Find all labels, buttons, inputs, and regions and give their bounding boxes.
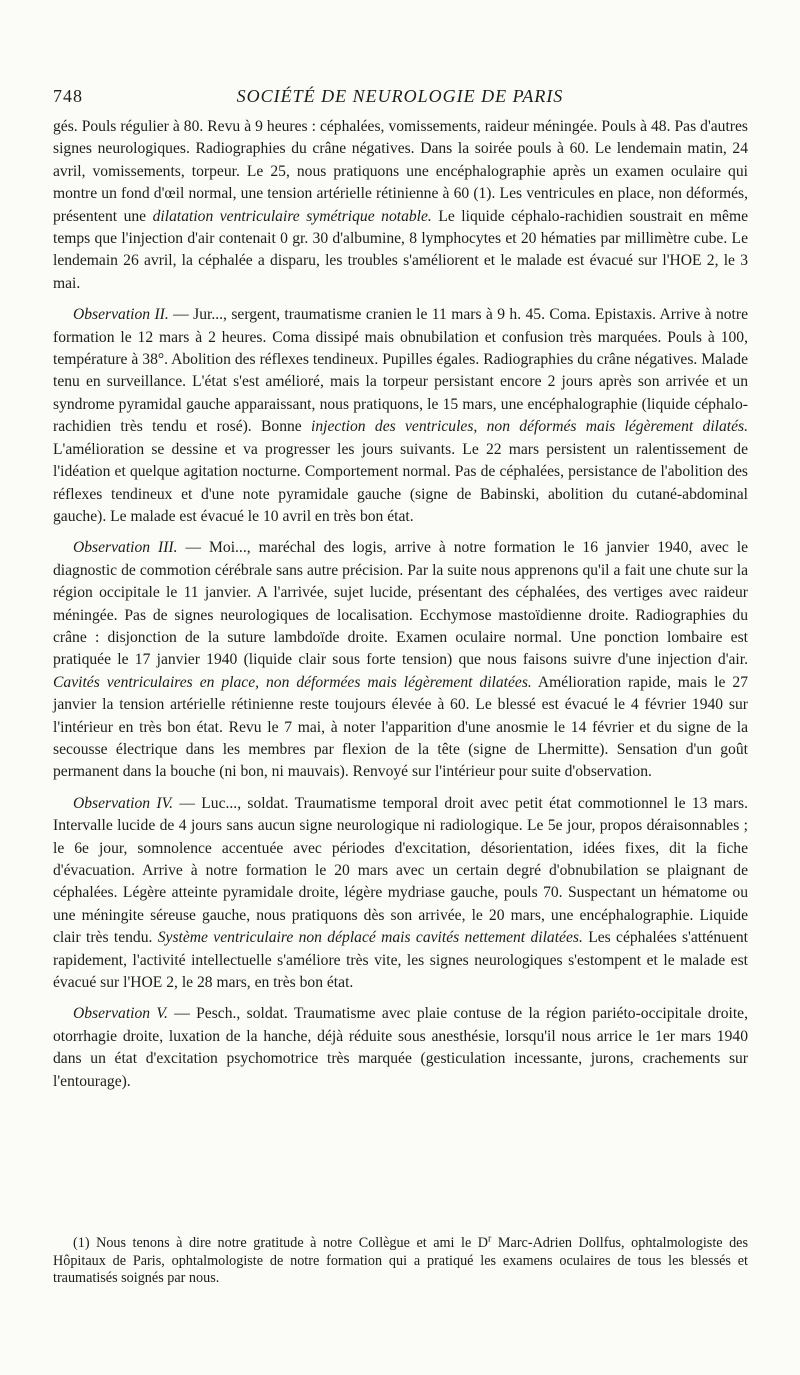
paragraph-tail: Les céphalées s'atténuent rapidement, l'activité intellectuelle s'améliore très vite, les signes neurologiques s'estompent et le malade est évacué sur l'HOE 2, le 28 mars, en très bon état.: [53, 929, 748, 992]
paragraph-continuation: [53, 116, 748, 295]
paragraph-emphasis: Système ventriculaire non déplacé mais cavités nettement dilatées.: [157, 929, 583, 947]
footnote-after: Marc-Adrien Dollfus, ophtalmologiste des Hôpitaux de Paris, ophtalmologiste de notre formation qui a pratiqué les examens oculaires de tous les blessés et traumatisés soignés par nous.: [53, 1235, 748, 1286]
footnote-text: [53, 1235, 748, 1288]
observation-5: [53, 1003, 748, 1093]
paragraph-tail: L'amélioration se dessine et va progresser les jours suivants. Le 22 mars persistent un ralentissement de l'idéation et quelque agitation nocturne. Comportement normal. Pas de céphalées, persistance de l'abolition des réflexes tendineux et d'une note pyramidale gauche (signe de Babinski, abolition du cutané-abdominal gauche). Le malade est évacué le 10 avril en très bon état.: [53, 440, 748, 525]
main-text: [53, 116, 748, 1102]
paragraph-emphasis: injection des ventricules, non déformés mais légèrement dilatés.: [311, 418, 748, 436]
footnote: [53, 1235, 748, 1288]
observation-heading: Observation V.: [73, 1005, 168, 1023]
footnote-superscript: r: [488, 1233, 492, 1245]
paragraph-text: gés. Pouls régulier à 80. Revu à 9 heures : céphalées, vomissements, raideur méningée. Pouls à 48. Pas d'autres signes neurologiques. Radiographies du crâne négatives. Dans la soirée pouls à 60. Le lendemain matin, 24 avril, vomissements, torpeur. Le 25, nous pratiquons une encéphalographie après un examen oculaire qui montre un fond d'œil normal, une tension artérielle rétinienne à 60 (1). Les ventricules en place, non déformés, présentent une: [53, 118, 748, 225]
paragraph-text: — Luc..., soldat. Traumatisme temporal droit avec petit état commotionnel le 13 mars. Intervalle lucide de 4 jours sans aucun signe neurologique ni radiologique. Le 5e jour, propos déraisonnables ; le 6e jour, somnolence accentuée avec périodes d'excitation, désorientation, idées fixes, dit la fiche d'évacuation. Arrive à notre formation le 20 mars avec un certain degré d'obnubilation se plaignant de céphalées. Légère atteinte pyramidale droite, légère mydriase gauche, pouls 70. Suspectant un hématome ou une méningite séreuse gauche, nous pratiquons dès son arrivée, le 20 mars, une encéphalographie. Liquide clair très tendu.: [53, 794, 748, 947]
page-header: [53, 86, 747, 112]
paragraph-tail: Amélioration rapide, mais le 27 janvier la tension artérielle rétinienne reste toujours élevée à 60. Le blessé est évacué le 4 février 1940 sur l'intérieur en très bon état. Revu le 7 mai, à noter l'apparition d'une anosmie le 14 février et du signe de la secousse électrique dans les membres par flexion de la tête (signe de Lhermitte). Sensation d'un goût permanent dans la bouche (ni bon, ni mauvais). Renvoyé sur l'intérieur pour suite d'observation.: [53, 673, 748, 781]
running-title: SOCIÉTÉ DE NEUROLOGIE DE PARIS: [236, 86, 564, 106]
page-number: 748: [53, 86, 83, 106]
observation-2: [53, 304, 748, 528]
footnote-before: (1) Nous tenons à dire notre gratitude à notre Collègue et ami le D: [73, 1235, 489, 1251]
observation-3: [53, 537, 748, 783]
observation-4: [53, 793, 748, 995]
observation-heading: Observation IV.: [73, 794, 174, 812]
observation-heading: Observation II.: [73, 306, 169, 324]
observation-heading: Observation III.: [73, 539, 178, 557]
paragraph-text: — Pesch., soldat. Traumatisme avec plaie contuse de la région pariéto-occipitale droite, otorrhagie droite, luxation de la hanche, déjà réduite sous anesthésie, lorsqu'il nous arrice le 1er mars 1940 dans un état d'excitation psychomotrice très marquée (gesticulation incessante, jurons, crachements sur l'entourage).: [53, 1005, 748, 1090]
paragraph-text: — Jur..., sergent, traumatisme cranien le 11 mars à 9 h. 45. Coma. Epistaxis. Arrive à notre formation le 12 mars à 2 heures. Coma dissipé mais obnubilation et confusion très marquées. Pouls à 100, température à 38°. Abolition des réflexes tendineux. Pupilles égales. Radiographies du crâne négatives. Malade tenu en surveillance. L'état s'est amélioré, mais la torpeur persistant encore 2 jours après son arrivée et un syndrome pyramidal gauche apparaissant, nous pratiquons, le 15 mars, une encéphalographie (liquide céphalo-rachidien très tendu et rosé). Bonne: [53, 306, 748, 436]
paragraph-text: — Moi..., maréchal des logis, arrive à notre formation le 16 janvier 1940, avec le diagnostic de commotion cérébrale sans autre précision. Par la suite nous apprenons qu'il a fait une chute sur la région occipitale le 11 janvier. A l'arrivée, sujet lucide, présentant des céphalées, des vertiges avec raideur méningée. Pas de signes neurologiques de localisation. Ecchymose mastoïdienne droite. Radiographies du crâne : disjonction de la suture lambdoïde droite. Examen oculaire normal. Une ponction lombaire est pratiquée le 17 janvier 1940 (liquide clair sous forte tension) que nous faisons suivre d'une injection d'air.: [53, 539, 748, 669]
paragraph-tail: Le liquide céphalo-rachidien soustrait en même temps que l'injection d'air contenait 0 gr. 30 d'albumine, 8 lymphocytes et 20 hématies par millimètre cube. Le lendemain 26 avril, la céphalée a disparu, les troubles s'améliorent et le malade est évacué sur l'HOE 2, le 3 mai.: [53, 207, 748, 292]
paragraph-emphasis: Cavités ventriculaires en place, non déformées mais légèrement dilatées.: [53, 673, 532, 691]
paragraph-emphasis: dilatation ventriculaire symétrique notable.: [152, 207, 432, 225]
